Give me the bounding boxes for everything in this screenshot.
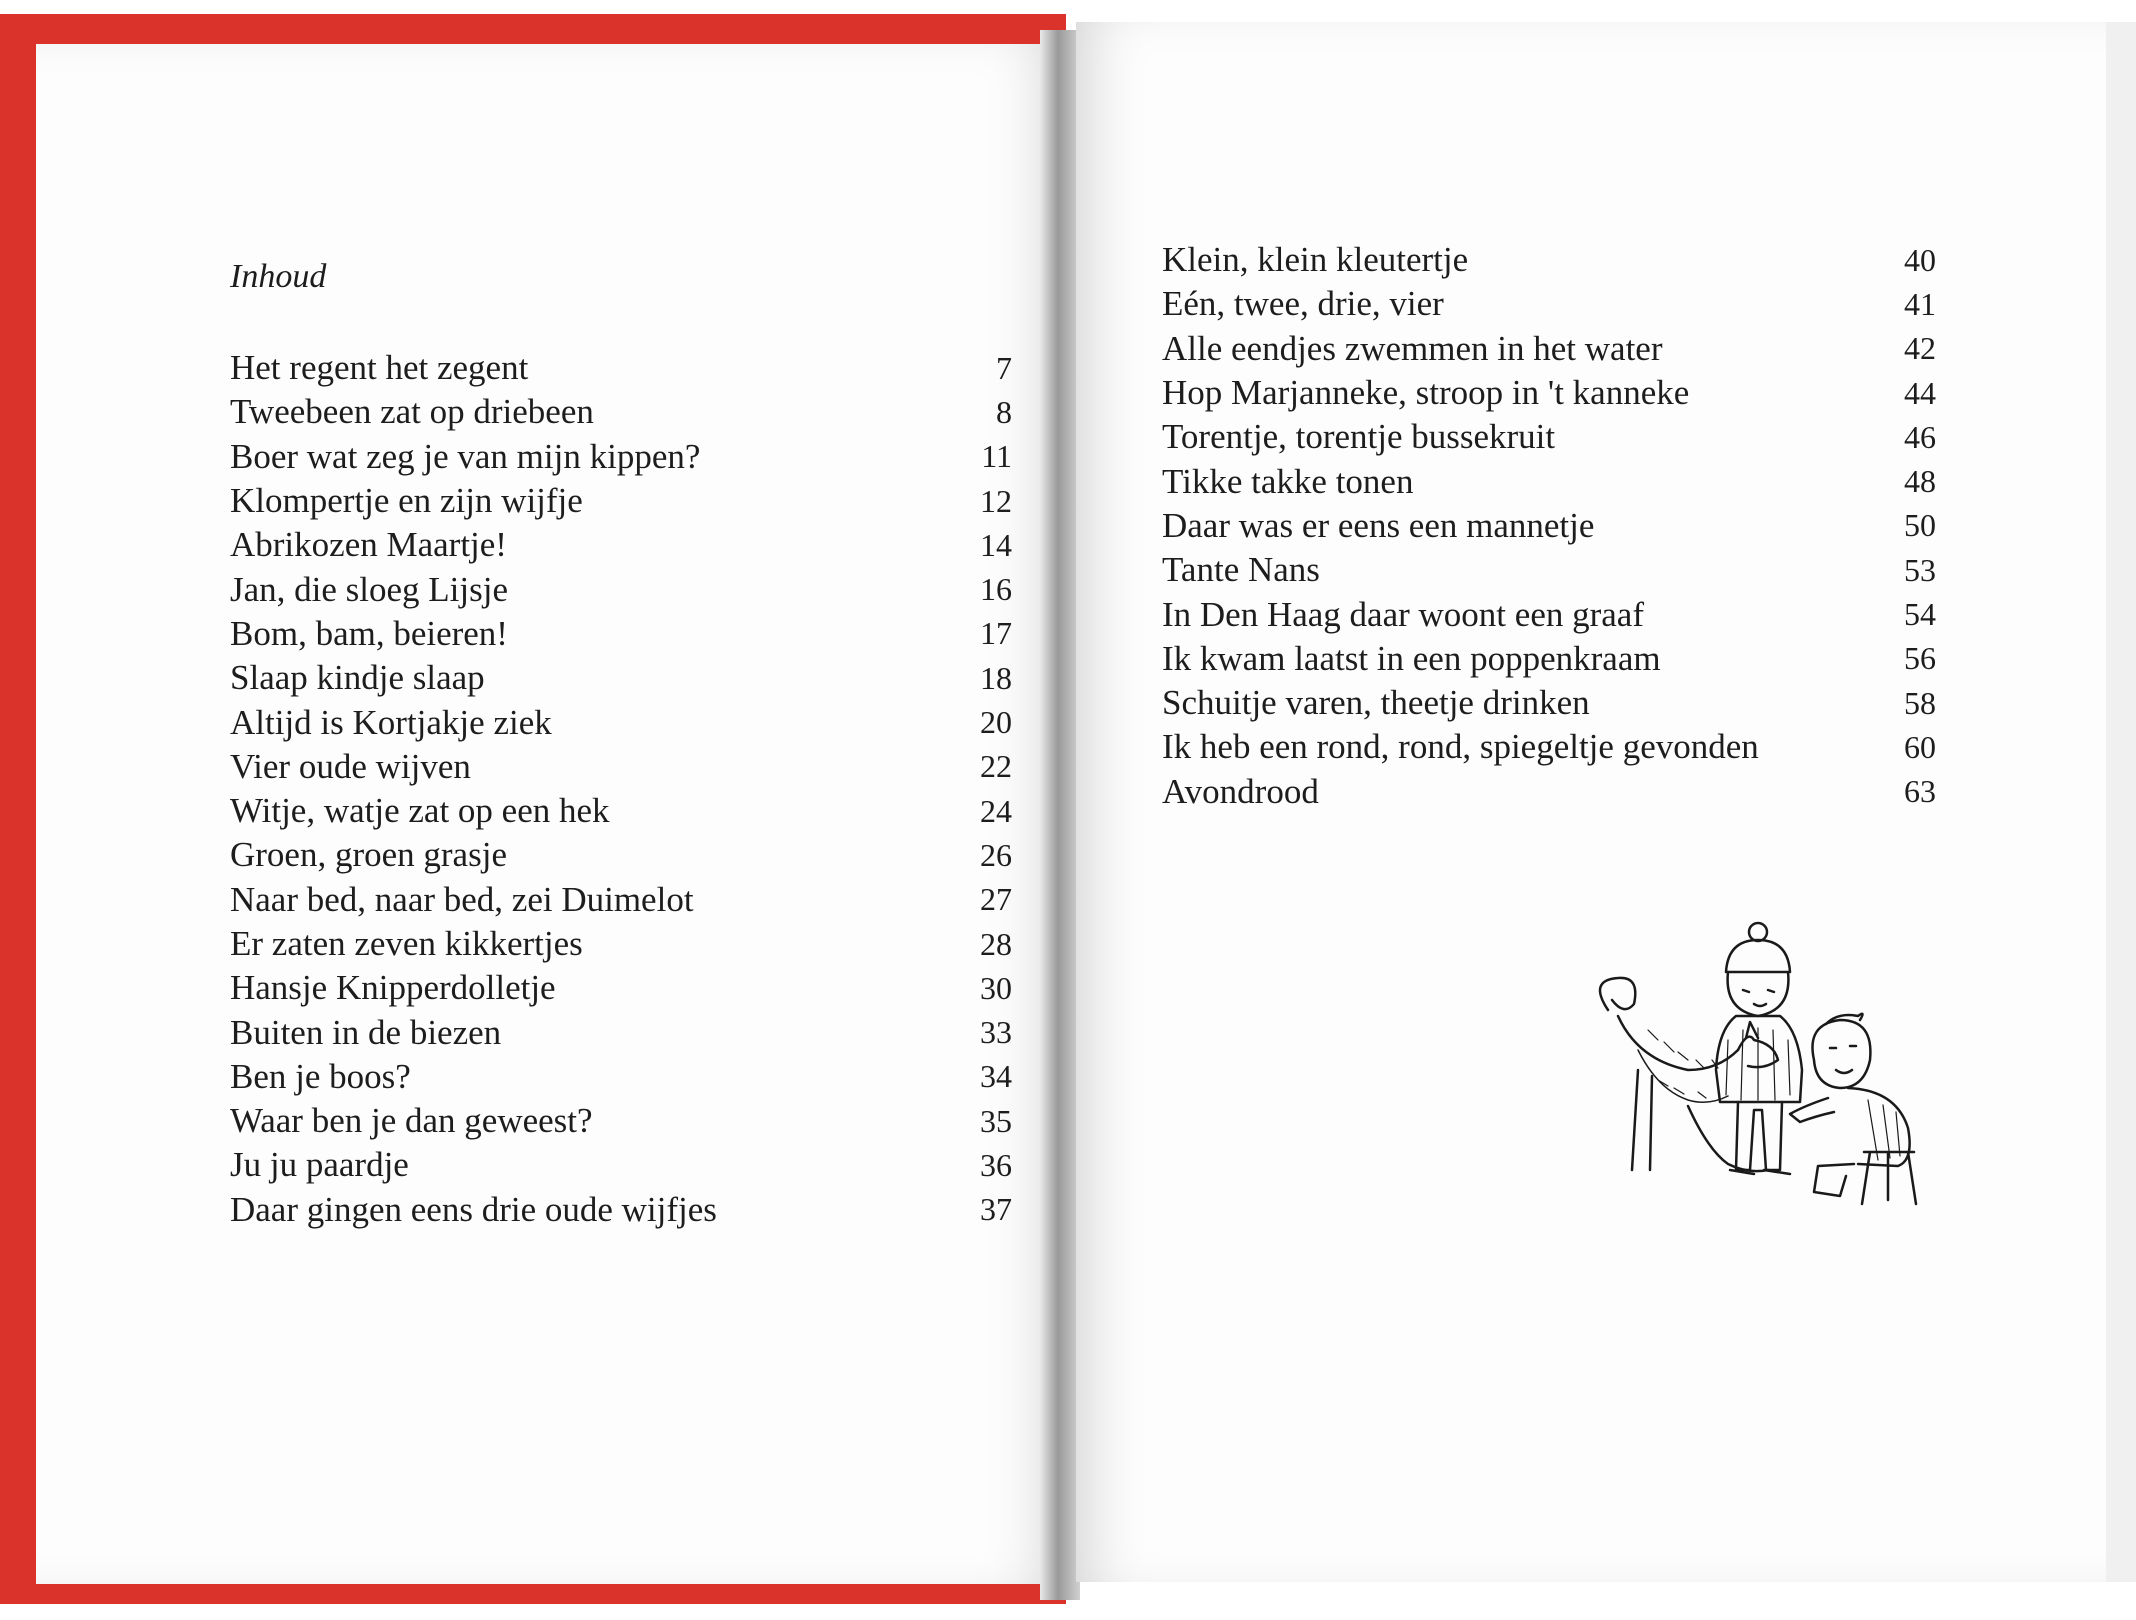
toc-page-number: 11	[981, 438, 1012, 475]
toc-title: Hop Marjanneke, stroop in 't kanneke	[1162, 373, 1690, 413]
toc-title: Boer wat zeg je van mijn kippen?	[230, 436, 701, 476]
toc-title: Waar ben je dan geweest?	[230, 1101, 593, 1141]
toc-entry	[1162, 548, 1936, 592]
toc-title: Tikke takke tonen	[1162, 461, 1414, 501]
toc-title: Jan, die sloeg Lijsje	[230, 569, 509, 609]
toc-entry	[230, 833, 1012, 877]
toc-title: Naar bed, naar bed, zei Duimelot	[230, 879, 694, 919]
toc-entry	[1162, 725, 1936, 769]
toc-page-number: 48	[1904, 463, 1936, 500]
toc-title: Ju ju paardje	[230, 1145, 409, 1185]
toc-page-number: 40	[1904, 241, 1936, 278]
toc-entry	[230, 878, 1012, 922]
toc-title: Eén, twee, drie, vier	[1162, 284, 1444, 324]
toc-entry	[1162, 238, 1936, 282]
toc-heading: Inhoud	[230, 258, 327, 295]
toc-page-number: 56	[1904, 640, 1936, 677]
toc-page-number: 28	[980, 925, 1012, 962]
toc-title: Buiten in de biezen	[230, 1012, 502, 1052]
toc-title: Groen, groen grasje	[230, 835, 507, 875]
toc-title: Altijd is Kortjakje ziek	[230, 702, 552, 742]
toc-title: Hansje Knipperdolletje	[230, 968, 556, 1008]
dog-front-legs	[1632, 1070, 1652, 1170]
toc-title: Alle eendjes zwemmen in het water	[1162, 328, 1663, 368]
toc-page-number: 12	[980, 482, 1012, 519]
page-edge	[2106, 22, 2136, 1582]
toc-page-number: 60	[1904, 728, 1936, 765]
toc-page-number: 27	[980, 881, 1012, 918]
toc-page-number: 30	[980, 969, 1012, 1006]
toc-entry	[230, 523, 1012, 567]
toc-entry	[230, 789, 1012, 833]
toc-title: Er zaten zeven kikkertjes	[230, 924, 583, 963]
toc-entry	[230, 567, 1012, 611]
child-head	[1728, 972, 1789, 1016]
toc-title: Tante Nans	[1162, 550, 1320, 590]
toc-page-number: 16	[980, 571, 1012, 608]
toc-page-number: 22	[980, 748, 1012, 785]
toc-entry	[230, 479, 1012, 523]
toc-title: Ben je boos?	[230, 1056, 411, 1096]
toc-title: Slaap kindje slaap	[230, 658, 485, 698]
toc-entry	[1162, 504, 1936, 548]
toc-page-number: 34	[980, 1058, 1012, 1095]
toc-title: Witje, watje zat op een hek	[230, 791, 610, 831]
dog-ear	[1746, 1022, 1758, 1038]
toc-entry	[1162, 459, 1936, 503]
toc-entry	[230, 966, 1012, 1010]
toc-entry	[230, 435, 1012, 479]
toc-page-number: 33	[980, 1014, 1012, 1051]
toc-page-number: 63	[1904, 773, 1936, 810]
toc-page-number: 24	[980, 792, 1012, 829]
toc-entry	[230, 700, 1012, 744]
toc-title: Klein, klein kleutertje	[1162, 240, 1469, 280]
toc-page-number: 46	[1904, 418, 1936, 455]
toc-title: Abrikozen Maartje!	[230, 525, 507, 565]
toc-page-number: 58	[1904, 684, 1936, 721]
toc-entry	[230, 346, 1012, 390]
hat-pompom	[1749, 923, 1767, 941]
toc-entry	[230, 656, 1012, 700]
toc-page-number: 18	[980, 659, 1012, 696]
children-and-dog-illustration	[1578, 920, 1948, 1210]
toc-entry	[1162, 592, 1936, 636]
toc-title: Tweebeen zat op driebeen	[230, 392, 594, 432]
toc-entry	[230, 1188, 1012, 1232]
toc-page-number: 42	[1904, 330, 1936, 367]
toc-title: Ik kwam laatst in een poppenkraam	[1162, 638, 1661, 678]
toc-page-number: 26	[980, 836, 1012, 873]
toc-page-number: 7	[996, 349, 1012, 386]
toc-page-number: 20	[980, 704, 1012, 741]
toc-page-number: 35	[980, 1102, 1012, 1139]
toc-entry	[230, 1099, 1012, 1143]
toc-entry	[1162, 637, 1936, 681]
toc-page-number: 37	[980, 1191, 1012, 1228]
toc-title: Klompertje en zijn wijfje	[230, 481, 583, 521]
toc-entry	[1162, 415, 1936, 459]
toc-list-right	[1162, 238, 1936, 814]
toc-title: Avondrood	[1162, 771, 1319, 811]
toc-entry	[1162, 681, 1936, 725]
toc-title: Ik heb een rond, rond, spiegeltje gevonden	[1162, 727, 1759, 767]
toc-page-number: 36	[980, 1146, 1012, 1183]
toc-title: Daar gingen eens drie oude wijfjes	[230, 1189, 717, 1229]
toc-entry	[1162, 770, 1936, 814]
toc-entry	[230, 612, 1012, 656]
toc-title: Schuitje varen, theetje drinken	[1162, 683, 1590, 723]
boy-legs	[1814, 1164, 1854, 1196]
toc-entry	[230, 1010, 1012, 1054]
toc-title: Torentje, torentje bussekruit	[1162, 417, 1556, 457]
toc-page-number: 44	[1904, 374, 1936, 411]
dog-hind-legs	[1688, 1106, 1768, 1171]
toc-entry	[230, 1143, 1012, 1187]
stool	[1862, 1152, 1916, 1204]
dog-tail	[1600, 978, 1635, 1010]
boy-head	[1812, 1020, 1870, 1088]
toc-page-number: 17	[980, 615, 1012, 652]
book-spine-gutter	[1040, 30, 1080, 1600]
knit-hat	[1726, 940, 1790, 972]
toc-entry	[1162, 282, 1936, 326]
toc-entry	[230, 390, 1012, 434]
toc-page-number: 14	[980, 526, 1012, 563]
toc-page-number: 53	[1904, 551, 1936, 588]
toc-entry	[230, 922, 1012, 966]
toc-page-number: 8	[996, 393, 1012, 430]
toc-title: In Den Haag daar woont een graaf	[1162, 594, 1644, 634]
toc-title: Vier oude wijven	[230, 746, 471, 786]
toc-title: Bom, bam, beieren!	[230, 613, 508, 653]
toc-list-left	[230, 346, 1012, 1232]
toc-page-number: 50	[1904, 507, 1936, 544]
toc-page-number: 54	[1904, 596, 1936, 633]
toc-entry	[1162, 327, 1936, 371]
toc-page-number: 41	[1904, 285, 1936, 322]
toc-entry	[230, 745, 1012, 789]
toc-title: Het regent het zegent	[230, 348, 529, 388]
toc-title: Daar was er eens een mannetje	[1162, 505, 1595, 545]
toc-entry	[230, 1055, 1012, 1099]
toc-entry	[1162, 371, 1936, 415]
